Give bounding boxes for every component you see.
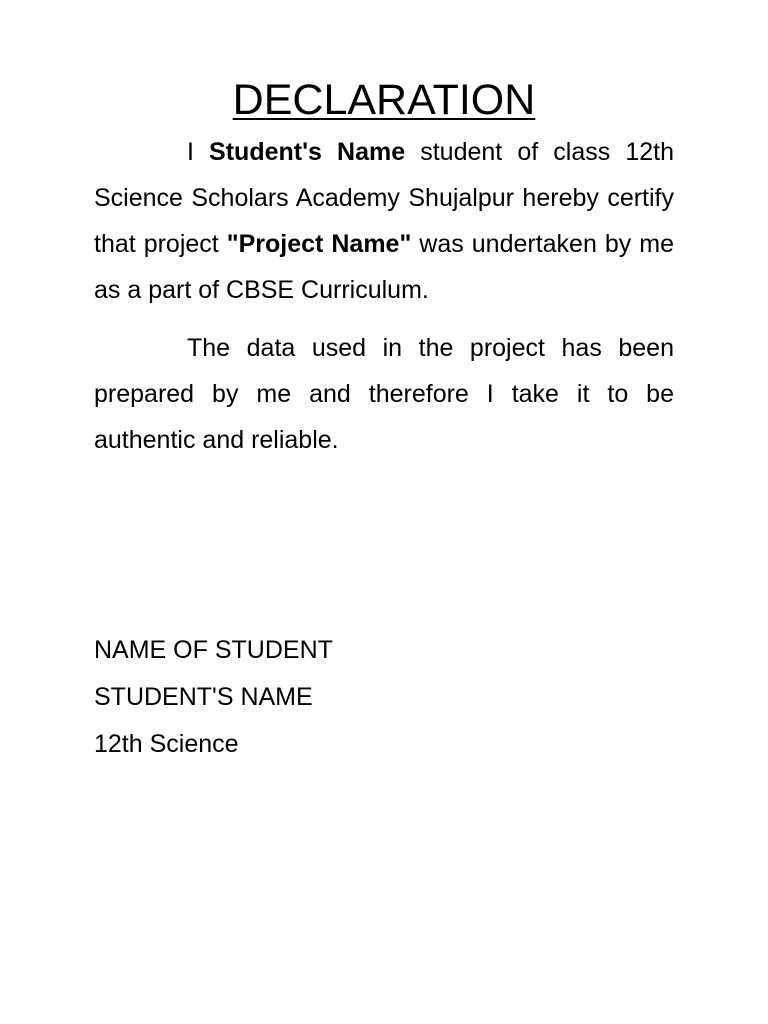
signature-class: 12th Science <box>94 730 239 758</box>
page-title: DECLARATION <box>232 76 536 124</box>
paragraph-text-a: student of class 12th Science Scholars Academy Shujalpur hereby certify that project <box>94 138 674 258</box>
declaration-paragraph-2: The data used in the project has been prepared by me and therefore I take it to be authentic and reliable. <box>94 334 674 454</box>
project-name-placeholder: "Project Name" <box>226 230 412 258</box>
signature-label: NAME OF STUDENT <box>94 636 333 664</box>
signature-block <box>94 627 674 768</box>
declaration-paragraph-1 <box>94 129 674 313</box>
paragraph-lead: I <box>187 138 210 166</box>
signature-student-name: STUDENT'S NAME <box>94 683 313 711</box>
student-name-placeholder: Student's Name <box>209 138 406 166</box>
paragraph-text-b: was undertaken by me as a part of CBSE Curriculum. <box>94 230 674 304</box>
